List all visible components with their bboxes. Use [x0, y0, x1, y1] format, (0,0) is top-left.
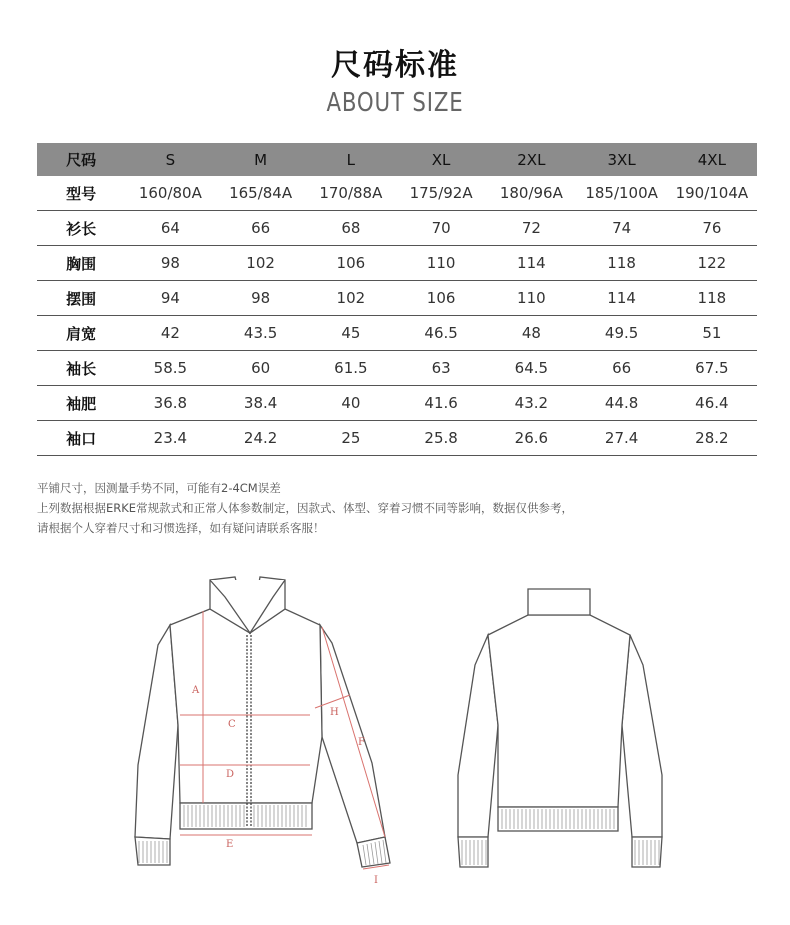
header-size: L: [306, 143, 396, 176]
size-cell: 51: [667, 316, 757, 351]
measure-label-c: C: [228, 719, 236, 730]
size-cell: 64: [125, 211, 215, 246]
size-table-body: [37, 176, 757, 456]
measure-label-a: A: [192, 685, 200, 696]
measure-label-h: H: [330, 707, 339, 718]
measure-label-i: I: [374, 875, 378, 886]
size-row: [37, 246, 757, 281]
row-label: 衫长: [37, 211, 125, 246]
note-line: 平铺尺寸，因测量手势不同，可能有2-4CM误差: [37, 481, 281, 495]
size-cell: 60: [215, 351, 305, 386]
measure-label-e: E: [226, 839, 234, 850]
row-label: 胸围: [37, 246, 125, 281]
size-row: [37, 386, 757, 421]
size-cell: 74: [576, 211, 666, 246]
page-subtitle: ABOUT SIZE: [326, 88, 464, 118]
size-cell: 190/104A: [667, 176, 757, 211]
size-cell: 38.4: [215, 386, 305, 421]
size-cell: 110: [486, 281, 576, 316]
size-header-row: [37, 143, 757, 176]
size-cell: 102: [215, 246, 305, 281]
size-row: [37, 176, 757, 211]
size-cell: 43.2: [486, 386, 576, 421]
size-cell: 58.5: [125, 351, 215, 386]
size-cell: 110: [396, 246, 486, 281]
size-cell: 42: [125, 316, 215, 351]
row-label: 袖长: [37, 351, 125, 386]
header-label: 尺码: [37, 143, 125, 176]
size-cell: 185/100A: [576, 176, 666, 211]
size-cell: 40: [306, 386, 396, 421]
row-label: 型号: [37, 176, 125, 211]
size-cell: 106: [306, 246, 396, 281]
size-cell: 180/96A: [486, 176, 576, 211]
size-cell: 28.2: [667, 421, 757, 456]
header-size: 3XL: [576, 143, 666, 176]
size-cell: 43.5: [215, 316, 305, 351]
header-size: XL: [396, 143, 486, 176]
size-cell: 26.6: [486, 421, 576, 456]
size-cell: 24.2: [215, 421, 305, 456]
jacket-measurement-diagram: [110, 565, 680, 890]
size-cell: 27.4: [576, 421, 666, 456]
size-cell: 175/92A: [396, 176, 486, 211]
measure-label-f: F: [358, 737, 365, 748]
size-cell: 48: [486, 316, 576, 351]
size-cell: 160/80A: [125, 176, 215, 211]
row-label: 肩宽: [37, 316, 125, 351]
header-size: 4XL: [667, 143, 757, 176]
size-cell: 66: [215, 211, 305, 246]
size-cell: 72: [486, 211, 576, 246]
size-notes: [37, 478, 573, 538]
size-cell: 106: [396, 281, 486, 316]
size-cell: 61.5: [306, 351, 396, 386]
header-size: S: [125, 143, 215, 176]
size-row: [37, 211, 757, 246]
size-cell: 114: [486, 246, 576, 281]
size-cell: 118: [576, 246, 666, 281]
note-line: 上列数据根据ERKE常规款式和正常人体参数制定，因款式、体型、穿着习惯不同等影响，数据仅供参考，: [37, 501, 574, 515]
size-cell: 41.6: [396, 386, 486, 421]
size-cell: 165/84A: [215, 176, 305, 211]
size-cell: 46.4: [667, 386, 757, 421]
jacket-back-view: [458, 589, 662, 867]
size-row: [37, 281, 757, 316]
size-cell: 114: [576, 281, 666, 316]
size-cell: 49.5: [576, 316, 666, 351]
size-cell: 23.4: [125, 421, 215, 456]
size-cell: 64.5: [486, 351, 576, 386]
size-cell: 76: [667, 211, 757, 246]
size-cell: 118: [667, 281, 757, 316]
size-cell: 98: [125, 246, 215, 281]
row-label: 摆围: [37, 281, 125, 316]
size-cell: 102: [306, 281, 396, 316]
size-cell: 45: [306, 316, 396, 351]
row-label: 袖口: [37, 421, 125, 456]
size-cell: 25: [306, 421, 396, 456]
jacket-front-view: [135, 577, 390, 867]
size-cell: 122: [667, 246, 757, 281]
size-cell: 44.8: [576, 386, 666, 421]
size-table: [37, 143, 757, 456]
size-cell: 66: [576, 351, 666, 386]
measure-label-d: D: [226, 769, 235, 780]
page-title: 尺码标准: [331, 48, 459, 83]
size-cell: 70: [396, 211, 486, 246]
size-cell: 63: [396, 351, 486, 386]
size-row: [37, 351, 757, 386]
size-cell: 46.5: [396, 316, 486, 351]
size-cell: 36.8: [125, 386, 215, 421]
size-row: [37, 316, 757, 351]
header-size: 2XL: [486, 143, 576, 176]
size-cell: 67.5: [667, 351, 757, 386]
header-size: M: [215, 143, 305, 176]
size-cell: 98: [215, 281, 305, 316]
row-label: 袖肥: [37, 386, 125, 421]
size-cell: 68: [306, 211, 396, 246]
note-line: 请根据个人穿着尺寸和习惯选择，如有疑问请联系客服！: [37, 521, 325, 535]
size-cell: 170/88A: [306, 176, 396, 211]
size-row: [37, 421, 757, 456]
size-cell: 25.8: [396, 421, 486, 456]
size-cell: 94: [125, 281, 215, 316]
